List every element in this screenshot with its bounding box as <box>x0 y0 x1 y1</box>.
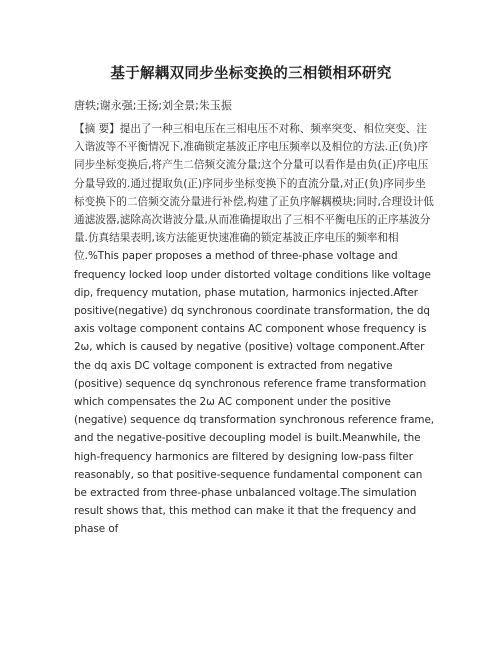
abstract-english-text: %This paper proposes a method of three-phase voltage and frequency locked loop under distorted voltage conditions like voltage dip, frequency mutation, phase mutation, harmonics injected.After positive(negative) dq synchronous coordinate transformation, the dq axis voltage component contains AC component whose frequency is 2ω, which is caused by negative (positive) voltage component.After the dq axis DC voltage component is extracted from negative (positive) sequence dq synchronous reference frame transformation which compensates the 2ω AC component under the positive (negative) sequence dq transformation synchronous reference frame, and the negative-positive decoupling model is built.Meanwhile, the high-frequency harmonics are filtered by designing low-pass filter reasonably, so that positive-sequence fundamental component can be extracted from three-phase unbalanced voltage.The simulation result shows that, this method can make it that the frequency and phase of <box>74 250 435 536</box>
abstract-paragraph <box>74 120 436 539</box>
abstract-label: 【摘 要】 <box>74 123 120 135</box>
author-list: 唐轶;谢永强;王扬;刘全景;朱玉振 <box>74 99 232 112</box>
abstract-chinese-text: 提出了一种三相电压在三相电压不对称、频率突变、相位突变、注入谐波等不平衡情况下,准确锁定基波正序电压频率以及相位的方法.正(负)序同步坐标变换后,将产生二倍频交流分量;这个分量可以看作是由负(正)序电压分量导致的.通过提取负(正)序同步坐标变换下的直流分量,对正(负)序同步坐标变换下的二倍频交流分量进行补偿,构建了正负序解耦模块;同时,合理设计低通滤波器,滤除高次谐波分量,从而准确提取出了三相不平衡电压的正序基波分量.仿真结果表明,该方法能更快速准确的锁定基波正序电压的频率和相位. <box>74 123 434 263</box>
paper-title: 基于解耦双同步坐标变换的三相锁相环研究 <box>110 66 392 82</box>
